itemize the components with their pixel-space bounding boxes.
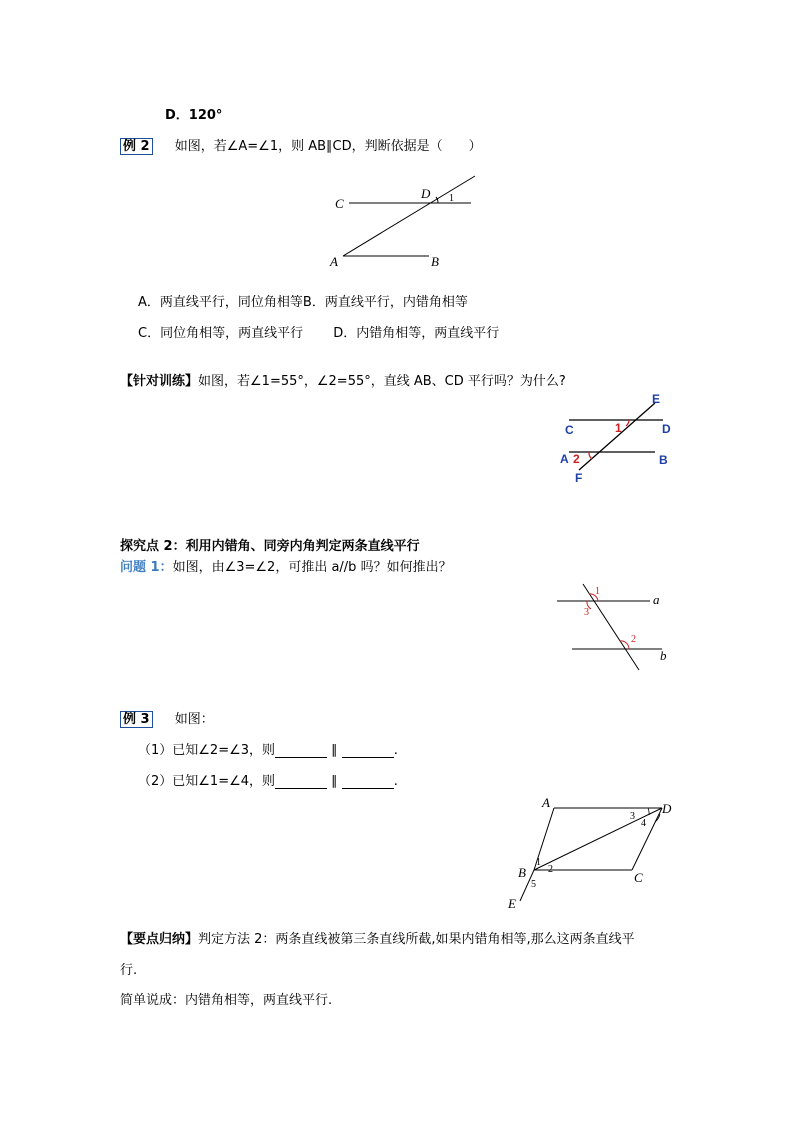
label-b3: B xyxy=(518,865,526,880)
label-d: D xyxy=(421,186,431,201)
label-a2: A xyxy=(560,452,569,466)
angle-3c: 3 xyxy=(584,607,589,618)
angle-4d: 4 xyxy=(641,818,646,829)
summary-heading: 【要点归纳】 xyxy=(120,932,199,947)
angle-2c: 2 xyxy=(631,634,636,645)
line-b: b xyxy=(660,648,667,663)
label-c2: C xyxy=(565,423,574,437)
option-b: B．两直线平行，内错角相等 xyxy=(302,295,468,310)
summary-line-3: 简单说成：内错角相等，两直线平行. xyxy=(120,993,333,1008)
blank-1a[interactable] xyxy=(275,744,327,758)
example-2-question: 如图，若∠A=∠1，则 AB∥CD，判断依据是（ ） xyxy=(174,139,482,154)
label-c: C xyxy=(335,196,344,211)
line-a: a xyxy=(653,592,660,607)
label-e: E xyxy=(652,392,661,406)
line-2-prefix: （2）已知∠1=∠4，则 xyxy=(138,774,276,789)
blank-2a[interactable] xyxy=(275,775,327,789)
summary-text-1: 判定方法 2：两条直线被第三条直线所截,如果内错角相等,那么这两条直线平 xyxy=(198,932,635,947)
training-row xyxy=(120,370,566,389)
angle-1d: 1 xyxy=(536,857,541,868)
line-1-prefix: （1）已知∠2=∠3，则 xyxy=(138,743,276,758)
angle-1b: 1 xyxy=(615,421,622,435)
label-d3: D xyxy=(662,801,672,816)
training-heading: 【针对训练】 xyxy=(120,374,199,389)
example-3-line-1 xyxy=(138,739,398,758)
summary-line-2: 行. xyxy=(120,963,138,978)
figure-training xyxy=(555,390,680,485)
options-row-1 xyxy=(138,291,468,310)
option-d: D．内错角相等，两直线平行 xyxy=(333,326,500,341)
example-3-intro: 如图： xyxy=(174,712,214,727)
label-e3: E xyxy=(508,896,516,911)
example-3-row xyxy=(120,708,214,727)
blank-2b[interactable] xyxy=(342,775,394,789)
question-1-row xyxy=(120,556,452,575)
figure-example-3 xyxy=(500,795,680,913)
example-3-line-2 xyxy=(138,770,398,789)
period-2: . xyxy=(393,774,398,789)
options-row-2 xyxy=(138,322,499,341)
angle-1c: 1 xyxy=(595,586,600,597)
angle-1: 1 xyxy=(449,193,454,204)
question-1-label: 问题 1： xyxy=(120,560,173,575)
figure-example-2 xyxy=(325,172,485,272)
angle-2d: 2 xyxy=(548,864,553,875)
example-2-row xyxy=(120,135,482,154)
label-f: F xyxy=(575,471,583,485)
figure-question-1 xyxy=(550,580,675,675)
label-d2: D xyxy=(662,422,671,436)
option-a: A．两直线平行，同位角相等 xyxy=(138,295,303,310)
option-d-prev: D．120° xyxy=(165,108,223,123)
example-3-tag: 例 3 xyxy=(120,711,153,728)
label-a3: A xyxy=(542,795,550,810)
question-1-text: 如图，由∠3=∠2，可推出 a//b 吗？如何推出？ xyxy=(172,560,452,575)
parallel-sign-1: ∥ xyxy=(331,743,338,758)
summary-line-1 xyxy=(120,928,635,947)
training-text: 如图，若∠1=55°，∠2=55°，直线 AB、CD 平行吗？为什么? xyxy=(198,374,566,389)
label-a: A xyxy=(330,254,338,269)
period-1: . xyxy=(393,743,398,758)
angle-2b: 2 xyxy=(573,452,580,466)
blank-1b[interactable] xyxy=(342,744,394,758)
example-2-tag: 例 2 xyxy=(120,138,153,155)
angle-5d: 5 xyxy=(531,879,536,890)
parallel-sign-2: ∥ xyxy=(331,774,338,789)
section-2-heading: 探究点 2：利用内错角、同旁内角判定两条直线平行 xyxy=(120,539,420,554)
label-b: B xyxy=(431,254,439,269)
option-c: C．同位角相等，两直线平行 xyxy=(138,326,304,341)
angle-3d: 3 xyxy=(630,811,635,822)
label-b2: B xyxy=(659,453,668,467)
label-c3: C xyxy=(634,870,643,885)
